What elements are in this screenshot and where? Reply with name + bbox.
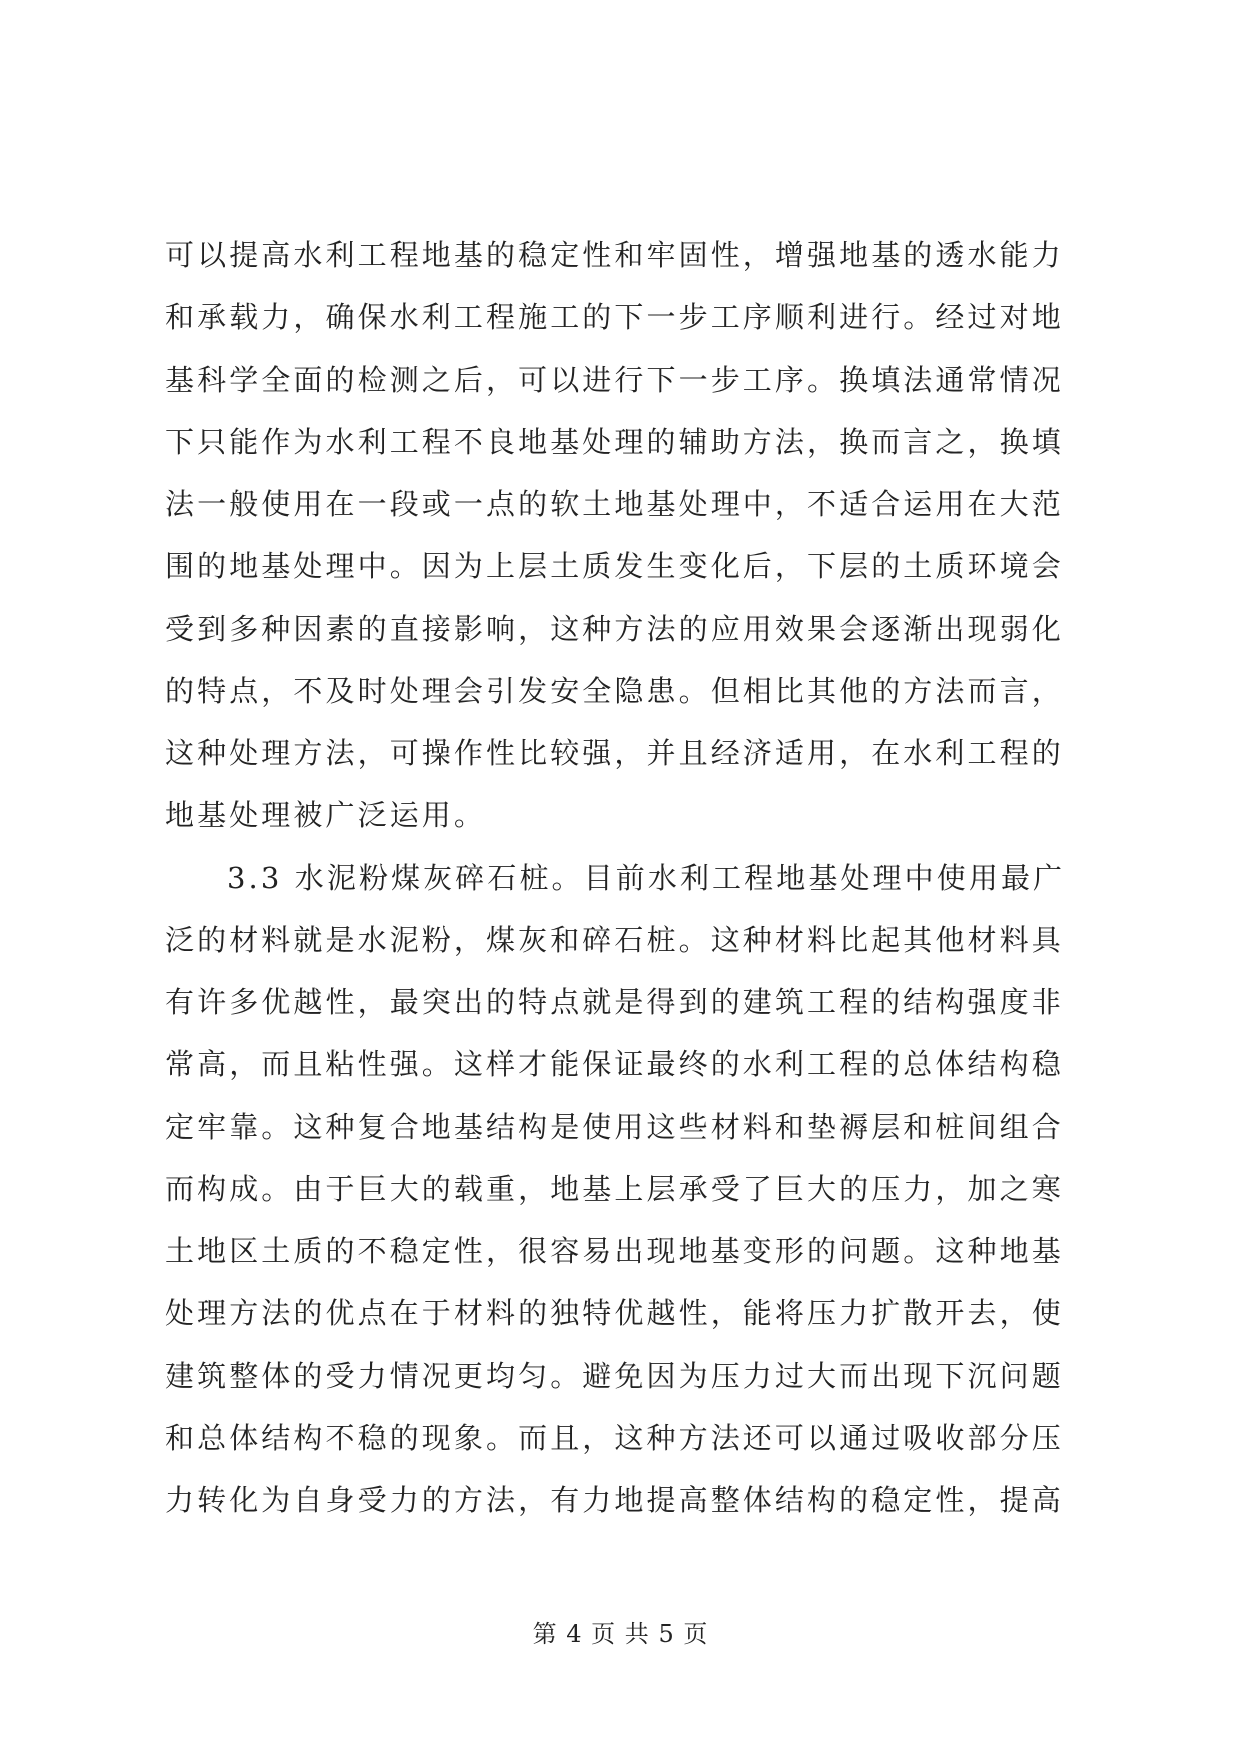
text-line: 可以提高水利工程地基的稳定性和牢固性，增强地基的透水能力 (165, 238, 1064, 272)
text-line: 土地区土质的不稳定性，很容易出现地基变形的问题。这种地基 (165, 1234, 1064, 1268)
text-line: 处理方法的优点在于材料的独特优越性，能将压力扩散开去，使 (165, 1296, 1064, 1331)
body-text (165, 224, 1085, 1531)
section-heading-line: 3.3 水泥粉煤灰碎石桩。目前水利工程地基处理中使用最广 (227, 860, 1066, 895)
text-line: 法一般使用在一段或一点的软土地基处理中，不适合运用在大范 (165, 487, 1064, 521)
text-line: 建筑整体的受力情况更均匀。避免因为压力过大而出现下沉问题 (165, 1358, 1064, 1393)
text-line: 和承载力，确保水利工程施工的下一步工序顺利进行。经过对地 (165, 300, 1064, 335)
text-line: 泛的材料就是水泥粉，煤灰和碎石桩。这种材料比起其他材料具 (165, 922, 1064, 957)
text-line: 基科学全面的检测之后，可以进行下一步工序。换填法通常情况 (165, 362, 1064, 397)
text-line: 地基处理被广泛运用。 (165, 798, 487, 833)
text-line: 常高，而且粘性强。这样才能保证最终的水利工程的总体结构稳 (165, 1047, 1064, 1082)
text-line: 力转化为自身受力的方法，有力地提高整体结构的稳定性，提高 (165, 1483, 1064, 1517)
text-line: 围的地基处理中。因为上层土质发生变化后，下层的土质环境会 (165, 549, 1064, 584)
text-line: 有许多优越性，最突出的特点就是得到的建筑工程的结构强度非 (165, 985, 1064, 1019)
page-number-footer: 第 4 页 共 5 页 (532, 1620, 709, 1648)
text-line: 而构成。由于巨大的载重，地基上层承受了巨大的压力，加之寒 (165, 1171, 1064, 1206)
text-line: 定牢靠。这种复合地基结构是使用这些材料和垫褥层和桩间组合 (165, 1109, 1064, 1144)
text-line: 这种处理方法，可操作性比较强，并且经济适用，在水利工程的 (165, 736, 1064, 770)
text-line: 受到多种因素的直接影响，这种方法的应用效果会逐渐出现弱化 (165, 611, 1064, 646)
text-line: 下只能作为水利工程不良地基处理的辅助方法，换而言之，换填 (165, 424, 1064, 459)
text-line: 的特点，不及时处理会引发安全隐患。但相比其他的方法而言， (165, 673, 1064, 708)
text-line: 和总体结构不稳的现象。而且，这种方法还可以通过吸收部分压 (165, 1420, 1064, 1455)
